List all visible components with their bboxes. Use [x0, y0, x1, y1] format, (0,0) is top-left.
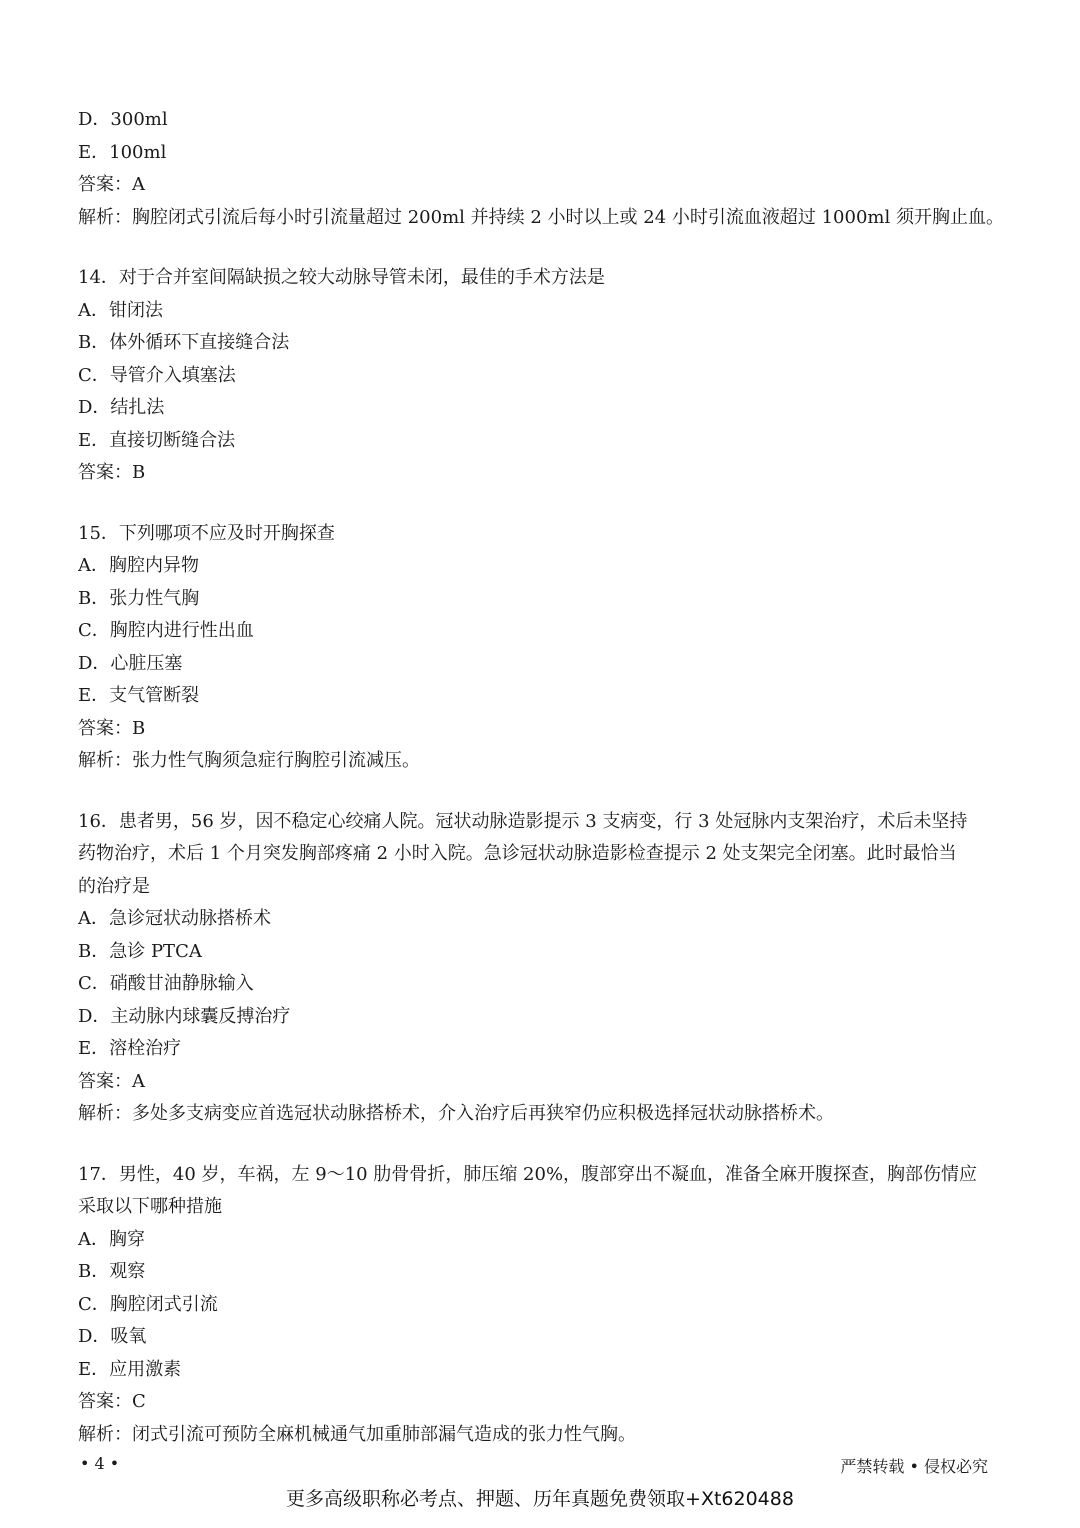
option-e: E．直接切断缝合法 — [78, 429, 236, 451]
option-e: E．支气管断裂 — [78, 685, 200, 706]
analysis: 解析：多处多支病变应首选冠状动脉搭桥术，介入治疗后再狭窄仍应积极选择冠状动脉搭桥术。 — [78, 1103, 834, 1124]
option-d: D．心脏压塞 — [78, 652, 183, 674]
question-text: 14．对于合并室间隔缺损之较大动脉导管未闭，最佳的手术方法是 — [78, 267, 605, 288]
option-b: B．急诊 PTCA — [78, 940, 202, 962]
page-footer — [78, 1454, 988, 1478]
option-d: D．主动脉内球囊反搏治疗 — [78, 1005, 291, 1027]
option-a: A．急诊冠状动脉搭桥术 — [78, 908, 271, 929]
question-text-line-3: 的治疗是 — [78, 875, 150, 897]
option-d: D．吸氧 — [78, 1326, 147, 1347]
question-13-tail — [78, 104, 1008, 234]
option-e: E．应用激素 — [78, 1358, 182, 1380]
option-e: E．100ml — [78, 141, 167, 163]
answer: 答案：A — [78, 174, 145, 195]
page-number: • 4 • — [80, 1454, 120, 1473]
option-d: D．300ml — [78, 109, 168, 130]
question-14 — [78, 262, 1008, 490]
question-text-line-2: 药物治疗，术后 1 个月突发胸部疼痛 2 小时入院。急诊冠状动脉造影检查提示 2 处支架完全闭塞。此时最恰当 — [78, 843, 957, 864]
answer: 答案：B — [78, 717, 146, 739]
answer: 答案：A — [78, 1070, 145, 1092]
question-text-line-1: 17．男性，40 岁，车祸，左 9～10 肋骨骨折，肺压缩 20%，腹部穿出不凝血，准备全麻开腹探查，胸部伤情应 — [78, 1163, 978, 1185]
question-list — [78, 104, 1008, 1451]
analysis: 解析：闭式引流可预防全麻机械通气加重肺部漏气造成的张力性气胸。 — [78, 1423, 636, 1445]
question-text-line-2: 采取以下哪种措施 — [78, 1196, 222, 1217]
question-15 — [78, 518, 1008, 778]
answer: 答案：C — [78, 1391, 146, 1412]
option-b: B．观察 — [78, 1261, 146, 1282]
option-c: C．胸腔内进行性出血 — [78, 620, 254, 641]
option-a: A．胸穿 — [78, 1228, 145, 1250]
option-a: A．钳闭法 — [78, 299, 163, 321]
question-16 — [78, 806, 1008, 1131]
question-text: 15．下列哪项不应及时开胸探查 — [78, 522, 335, 544]
promo-banner-text: 更多高级职称必考点、押题、历年真题免费领取+Xt620488 — [286, 1488, 794, 1510]
question-text-line-1: 16．患者男，56 岁，因不稳定心绞痛人院。冠状动脉造影提示 3 支病变，行 3 处冠脉内支架治疗，术后未坚持 — [78, 810, 968, 832]
question-17 — [78, 1159, 1008, 1452]
answer: 答案：B — [78, 462, 146, 483]
option-d: D．结扎法 — [78, 397, 165, 418]
option-b: B．张力性气胸 — [78, 587, 200, 609]
analysis: 解析：张力性气胸须急症行胸腔引流减压。 — [78, 750, 420, 771]
option-b: B．体外循环下直接缝合法 — [78, 332, 290, 353]
copyright-notice: 严禁转载 • 侵权必究 — [840, 1457, 988, 1476]
option-a: A．胸腔内异物 — [78, 555, 199, 576]
option-c: C．导管介入填塞法 — [78, 364, 236, 386]
option-c: C．硝酸甘油静脉输入 — [78, 973, 254, 994]
option-e: E．溶栓治疗 — [78, 1038, 182, 1059]
analysis: 解析：胸腔闭式引流后每小时引流量超过 200ml 并持续 2 小时以上或 24 小时引流血液超过 1000ml 须开胸止血。 — [78, 206, 1004, 228]
option-c: C．胸腔闭式引流 — [78, 1293, 218, 1315]
